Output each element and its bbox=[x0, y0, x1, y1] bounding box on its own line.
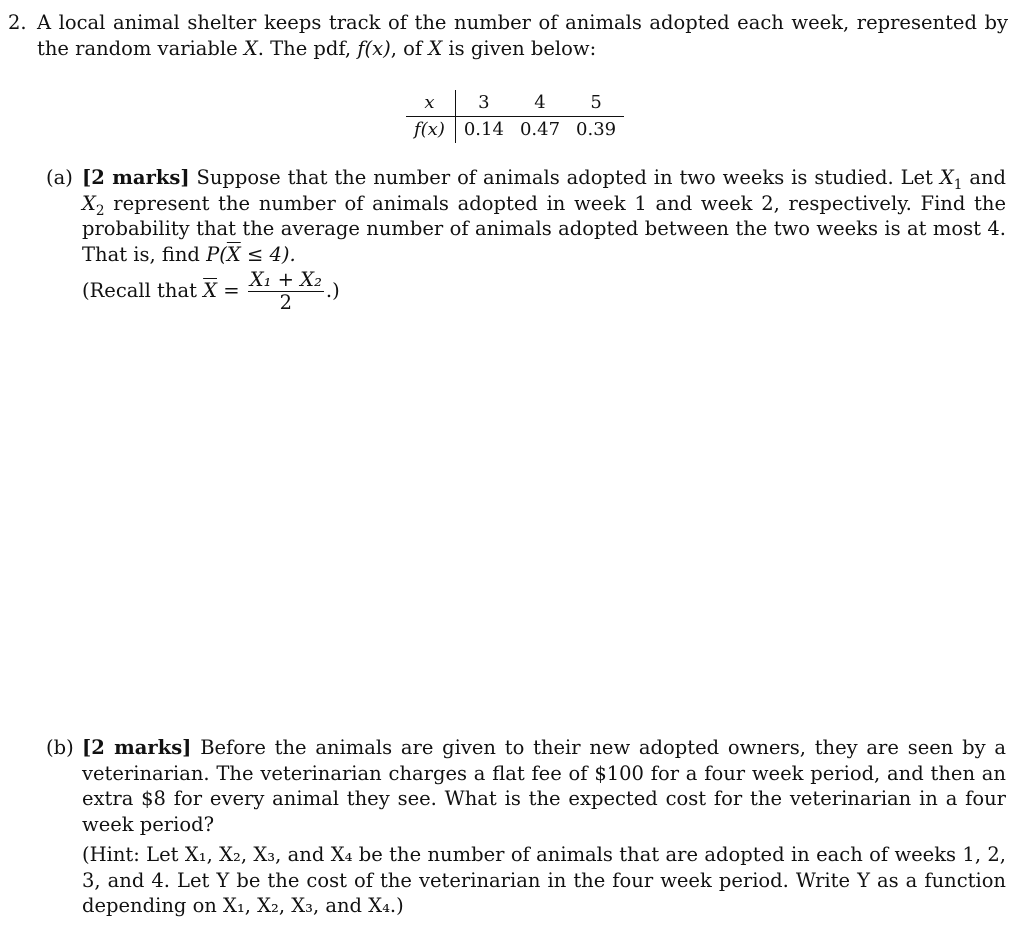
part-a-text: [2 marks] Suppose that the number of animals adopted in two weeks is studied. Let $X_1$ and $X_2$ represent the number of animals adopted in week 1 and week 2, respectively. Find the probability that the average number of animals adopted between the two weeks is at most 4. That is, find $P(\overline{X} \le 4)$. (Recall that $\overline{X}$ = $\frac{\text{X₁ + X₂}}{2}$ .) bbox=[82, 166, 1006, 314]
recall-note: (Recall that $\overline{X}$ = $\frac{\text{X₁ + X₂}}{2}$ .) bbox=[82, 268, 340, 314]
table-row-fx bbox=[406, 117, 624, 144]
table-cell: 3 bbox=[455, 90, 512, 117]
question-2 bbox=[8, 10, 1008, 62]
table-cell: 4 bbox=[512, 90, 568, 117]
table-header-x: x bbox=[406, 90, 455, 117]
part-b bbox=[46, 735, 1006, 837]
fraction: $\frac{\text{X₁ + X₂}}{2}$ bbox=[249, 268, 322, 314]
part-b-label: (b) bbox=[46, 736, 74, 759]
table-header-fx: f(x) bbox=[406, 117, 455, 144]
question-intro: A local animal shelter keeps track of the number of animals adopted each week, represented by the random variable X. The pdf, f(x), of X is given below: bbox=[37, 11, 1008, 60]
table-cell: 0.39 bbox=[576, 119, 617, 140]
part-b-text: [2 marks] Before the animals are given to their new adopted owners, they are seen by a veterinarian. The veterinarian charges a flat fee of $100 for a four week period, and then an extra $8 for every animal they see. What is the expected cost for the veterinarian in a four week period? bbox=[82, 736, 1006, 836]
part-a bbox=[46, 165, 1006, 314]
table-cell: 0.14 bbox=[463, 119, 504, 140]
pdf-table bbox=[406, 90, 624, 143]
part-b-marks: [2 marks] bbox=[82, 736, 192, 759]
part-b-hint: (Hint: Let X₁, X₂, X₃, and X₄ be the number of animals that are adopted in each of weeks 1, 2, 3, and 4. Let Y be the cost of the veterinarian in the four week period. Write Y as a function depending on X₁, X₂, X₃, and X₄.) bbox=[82, 843, 1006, 917]
table-cell: 5 bbox=[568, 90, 624, 117]
part-a-marks: [2 marks] bbox=[82, 166, 190, 189]
xbar-symbol: $\overline{X}$ bbox=[226, 242, 241, 266]
question-number: 2. bbox=[8, 11, 27, 34]
table-row-x bbox=[406, 90, 624, 117]
table-cell: 0.47 bbox=[519, 119, 561, 140]
probability-expression: $P(\overline{X} \le 4)$. bbox=[206, 242, 296, 266]
part-a-label: (a) bbox=[46, 166, 73, 189]
